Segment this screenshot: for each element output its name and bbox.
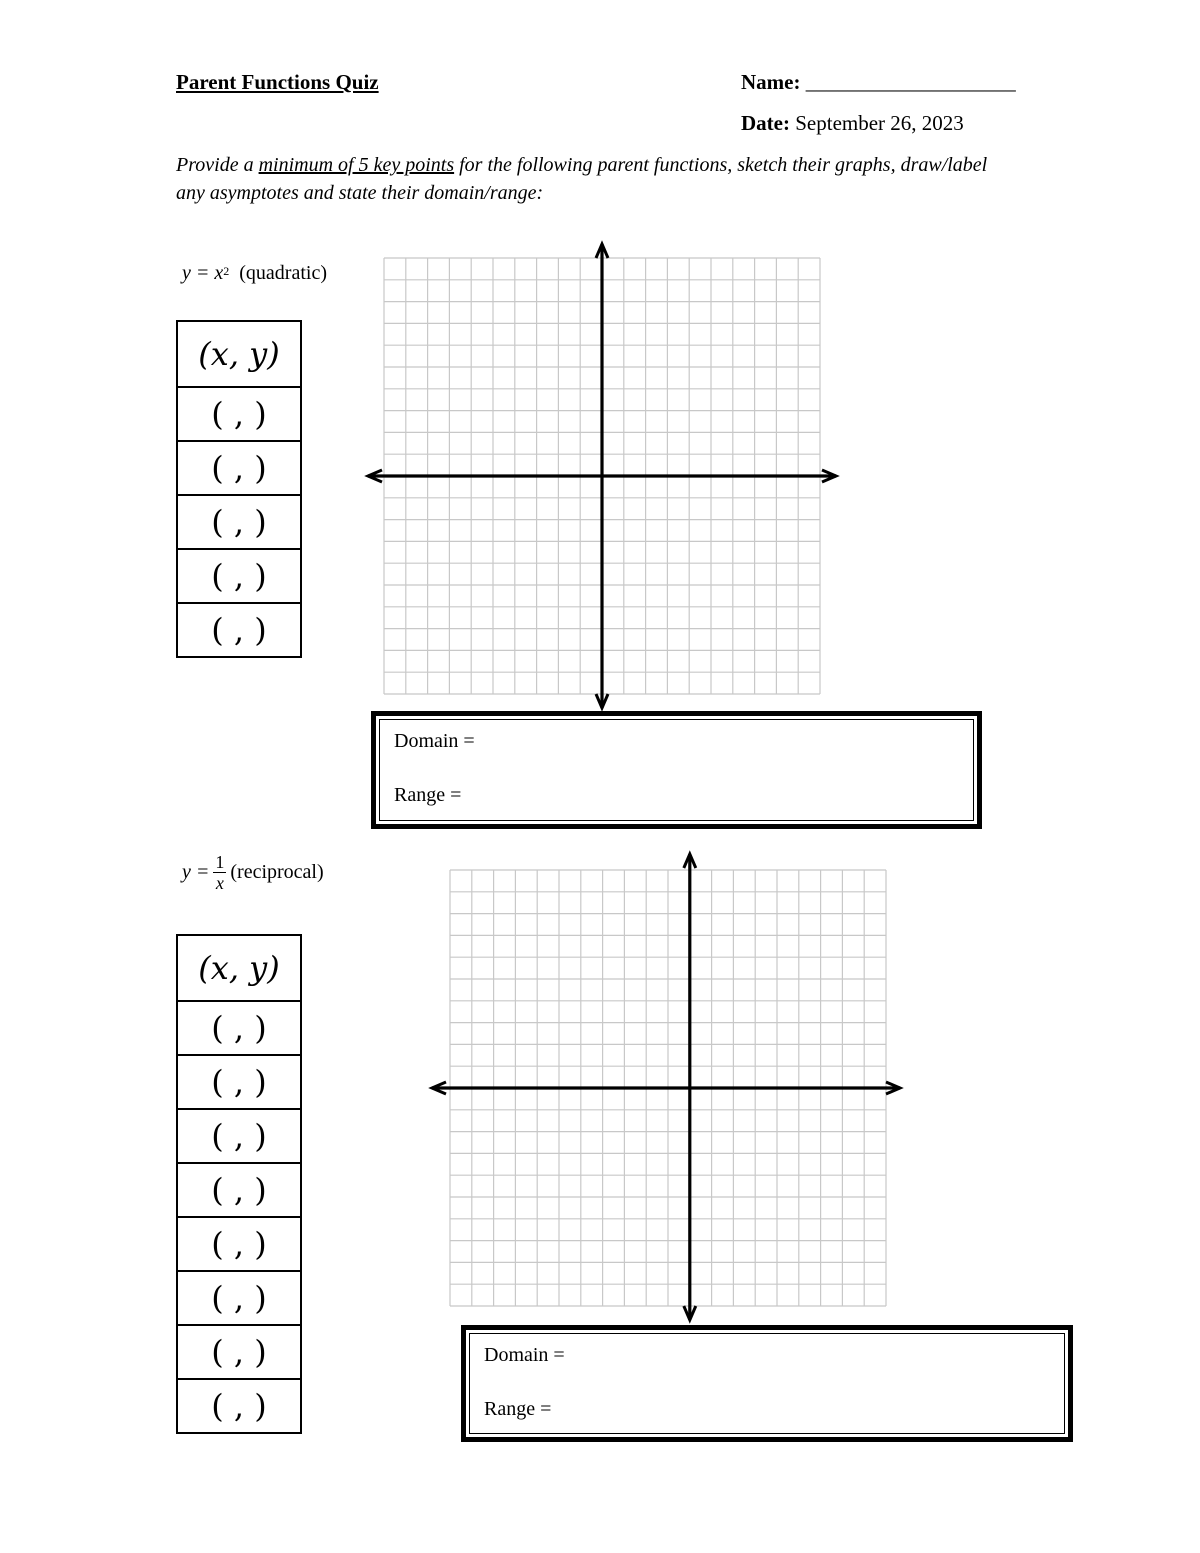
domain-label[interactable]: Domain =	[394, 730, 475, 752]
table-row[interactable]: ( , )	[177, 603, 301, 657]
instructions	[176, 151, 996, 207]
date-value: September 26, 2023	[795, 111, 964, 135]
function-quadratic	[182, 262, 327, 285]
domain-label[interactable]: Domain =	[484, 1344, 565, 1366]
table-row[interactable]: ( , )	[177, 1109, 301, 1163]
coordinate-grid-quadratic[interactable]	[360, 240, 845, 712]
date-line	[741, 111, 964, 136]
table-row[interactable]: ( , )	[177, 1271, 301, 1325]
points-table-quadratic	[176, 320, 302, 658]
table-row[interactable]: ( , )	[177, 495, 301, 549]
function-exponent: 2	[223, 264, 230, 278]
name-label: Name:	[741, 70, 801, 94]
function-lhs: y = x	[182, 262, 224, 284]
fraction-denominator: x	[215, 873, 224, 893]
table-row[interactable]: ( , )	[177, 1163, 301, 1217]
instructions-prefix: Provide a	[176, 154, 259, 176]
table-header: (x, y)	[177, 935, 301, 1001]
table-row[interactable]: ( , )	[177, 549, 301, 603]
name-blank[interactable]: ____________________	[805, 70, 1016, 94]
points-table-reciprocal	[176, 934, 302, 1434]
range-label[interactable]: Range =	[484, 1398, 552, 1420]
instructions-suffix: for the following parent functions, sketch their graphs, draw/label any asymptotes and state their domain/range:	[176, 154, 988, 204]
coordinate-grid-reciprocal[interactable]	[424, 850, 909, 1324]
table-row[interactable]: ( , )	[177, 441, 301, 495]
table-row[interactable]: ( , )	[177, 1217, 301, 1271]
table-row[interactable]: ( , )	[177, 1379, 301, 1433]
domain-range-box-reciprocal	[461, 1325, 1073, 1442]
fraction-numerator: 1	[215, 852, 225, 872]
instructions-emphasis: minimum of 5 key points	[258, 154, 455, 176]
function-name: (reciprocal)	[230, 861, 324, 883]
function-name: (quadratic)	[239, 262, 327, 284]
table-header: (x, y)	[177, 321, 301, 387]
range-label[interactable]: Range =	[394, 784, 462, 806]
function-fraction	[213, 852, 226, 893]
table-row[interactable]: ( , )	[177, 1325, 301, 1379]
table-row[interactable]: ( , )	[177, 1001, 301, 1055]
quiz-title: Parent Functions Quiz	[176, 70, 379, 94]
date-label: Date:	[741, 111, 790, 135]
function-reciprocal	[182, 852, 324, 908]
function-lhs: y =	[182, 861, 210, 883]
table-row[interactable]: ( , )	[177, 387, 301, 441]
domain-range-box-quadratic	[371, 711, 982, 829]
table-row[interactable]: ( , )	[177, 1055, 301, 1109]
name-line	[741, 70, 1016, 95]
